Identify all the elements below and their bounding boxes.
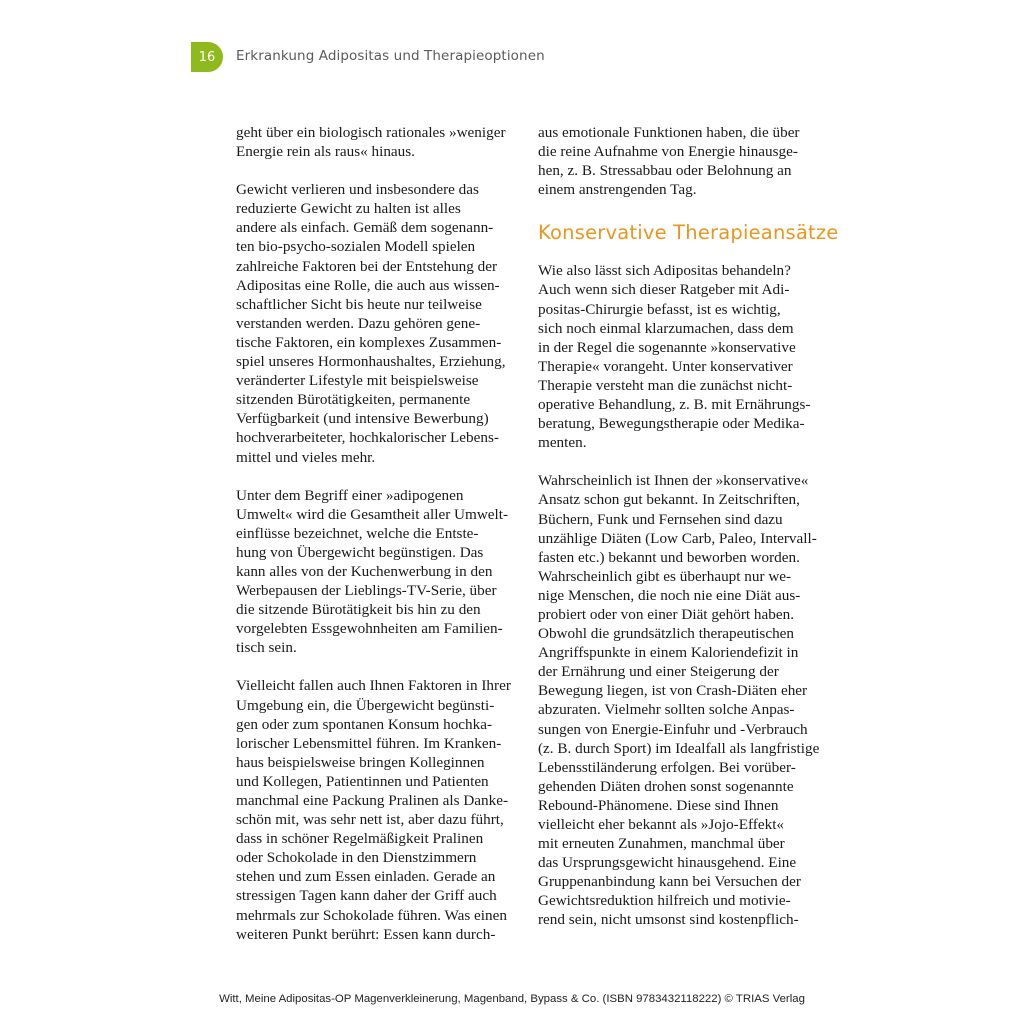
text-line: der Ernährung und einer Steigerung der [538,663,779,681]
paragraph [538,471,823,929]
text-line: mit erneuten Zunahmen, manchmal über [538,835,785,853]
text-line: manchmal eine Packung Pralinen als Danke- [236,792,509,809]
text-line: Gewichtsreduktion hilfreich und motivie- [538,892,791,910]
paragraph [236,123,521,161]
text-line: aus emotionale Funktionen haben, die über [538,124,800,141]
text-line: Ansatz schon gut bekannt. In Zeitschriften, [538,491,800,509]
paragraph [236,180,521,466]
text-line: hung von Übergewicht begünstigen. Das [236,543,484,561]
text-line: Auch wenn sich dieser Ratgeber mit Adi- [538,281,790,299]
text-line: schaftlicher Sicht bis heute nur teilweise [236,295,482,313]
text-line: Vielleicht fallen auch Ihnen Faktoren in Ihrer [236,677,511,695]
footer-citation: Witt, Meine Adipositas-OP Magenverkleinerung, Magenband, Bypass & Co. (ISBN 9783432118222) © TRIAS Verlag [219,993,805,1005]
text-line: zahlreiche Faktoren bei der Entstehung der [236,257,498,275]
text-line: positas-Chirurgie befasst, ist es wichtig, [538,300,781,318]
text-line: stressigen Tagen kann daher der Griff auch [236,887,497,905]
text-line: sitzenden Bürotätigkeiten, permanente [236,391,471,409]
text-line: Angriffspunkte in einem Kaloriendefizit in [538,644,799,662]
text-line: Gruppenanbindung kann bei Versuchen der [538,873,801,891]
text-line: in der Regel die sogenannte »konservative [538,338,796,356]
page-number-badge: 16 [191,42,223,72]
text-line: andere als einfach. Gemäß dem sogenann- [236,219,494,237]
text-line: die sitzende Bürotätigkeit bis hin zu den [236,601,481,619]
text-line: Therapie« vorangeht. Unter konservativer [538,357,793,375]
paragraph [236,486,521,658]
text-line: Verfügbarkeit (und intensive Bewerbung) [236,410,489,428]
text-line: tische Faktoren, ein komplexes Zusammen- [236,333,502,351]
text-line: oder Schokolade in den Dienstzimmern [236,849,477,867]
text-line: Adipositas eine Rolle, die auch aus wissen- [236,276,500,294]
text-line: Umwelt« wird die Gesamtheit aller Umwelt- [236,505,509,523]
text-line: vielleicht eher bekannt als »Jojo-Effekt« [538,816,785,833]
left-column [236,123,521,963]
text-line: kann alles von der Kuchenwerbung in den [236,562,493,580]
text-line: Gewicht verlieren und insbesondere das [236,181,479,199]
text-line: ten bio-psycho-sozialen Modell spielen [236,238,476,256]
text-line: gen oder zum spontanen Konsum hochka- [236,715,493,733]
text-line: die reine Aufnahme von Energie hinausge- [538,143,798,161]
text-line: gehenden Diäten drohen sonst sogenannte [538,777,794,795]
text-line: tisch sein. [236,639,297,657]
intro-paragraph [538,123,823,199]
text-line: Obwohl die grundsätzlich therapeutischen [538,625,794,643]
text-line: Bewegung liegen, ist von Crash-Diäten eher [538,682,808,700]
text-line: Therapie versteht man die zunächst nicht- [538,376,793,394]
text-line: Energie rein als raus« hinaus. [236,143,415,161]
text-line: Wahrscheinlich ist Ihnen der »konservative« [538,472,809,490]
text-line: vorgelebten Essgewohnheiten am Familien- [236,620,503,638]
text-line: Lebensstiländerung erfolgen. Bei vorüber- [538,758,796,776]
text-line: menten. [538,434,587,452]
text-line: abzuraten. Vielmehr sollten solche Anpas- [538,701,795,719]
text-line: verstanden werden. Dazu gehören gene- [236,314,481,332]
text-line: Rebound-Phänomene. Diese sind Ihnen [538,796,779,814]
text-line: stehen und zum Essen einladen. Gerade an [236,868,496,886]
paragraph [236,676,521,943]
text-line: nige Menschen, die noch nie eine Diät aus- [538,586,801,604]
text-line: einem anstrengenden Tag. [538,181,697,199]
text-line: dass in schöner Regelmäßigkeit Pralinen [236,830,484,848]
text-line: reduzierte Gewicht zu halten ist alles [236,200,461,218]
section-heading: Konservative Therapieansätze [538,221,839,245]
text-line: Wahrscheinlich gibt es überhaupt nur we- [538,567,792,585]
text-line: rend sein, nicht umsonst sind kostenpflich- [538,911,799,929]
text-line: hen, z. B. Stressabbau oder Belohnung an [538,162,792,180]
text-line: sungen von Energie-Einfuhr und -Verbrauch [538,720,808,738]
text-line: operative Behandlung, z. B. mit Ernährungs- [538,396,811,414]
text-line: mittel und vieles mehr. [236,448,376,466]
text-line: unzählige Diäten (Low Carb, Paleo, Intervall- [538,529,817,547]
paragraph [538,261,823,452]
text-line: Unter dem Begriff einer »adipogenen [236,486,464,504]
text-line: Büchern, Funk und Fernsehen sind dazu [538,510,783,528]
right-column [538,123,839,949]
running-title: Erkrankung Adipositas und Therapieoptionen [236,48,545,64]
text-line: das Ursprungsgewicht hinausgehend. Eine [538,854,797,872]
text-line: hochverarbeiteter, hochkalorischer Lebens- [236,429,499,447]
text-line: Wie also lässt sich Adipositas behandeln? [538,262,791,280]
text-line: Umgebung ein, die Übergewicht begünsti- [236,696,495,714]
text-line: probiert oder von einer Diät gehört haben. [538,605,794,623]
text-line: (z. B. durch Sport) im Idealfall als langfristige [538,739,820,757]
text-line: sich noch einmal klarzumachen, dass dem [538,319,794,337]
right-paragraphs [538,261,823,929]
text-line: einflüsse bezeichnet, welche die Entste- [236,524,479,542]
text-line: spiel unseres Hormonhaushaltes, Erziehung, [236,353,506,371]
text-line: lorischer Lebensmittel führen. Im Kranken- [236,734,502,752]
text-line: fasten etc.) bekannt und beworben worden. [538,548,800,566]
text-line: mehrmals zur Schokolade führen. Was einen [236,906,507,924]
text-line: schön mit, was sehr nett ist, aber dazu führt, [236,811,504,829]
text-line: Werbepausen der Lieblings-TV-Serie, über [236,582,497,600]
text-line: geht über ein biologisch rationales »weniger [236,124,506,141]
text-line: und Kollegen, Patientinnen und Patienten [236,772,489,790]
text-line: beratung, Bewegungstherapie oder Medika- [538,415,805,433]
text-line: haus beispielsweise bringen Kolleginnen [236,753,485,771]
text-line: veränderter Lifestyle mit beispielsweise [236,372,479,390]
text-line: weiteren Punkt berührt: Essen kann durch- [236,925,496,943]
